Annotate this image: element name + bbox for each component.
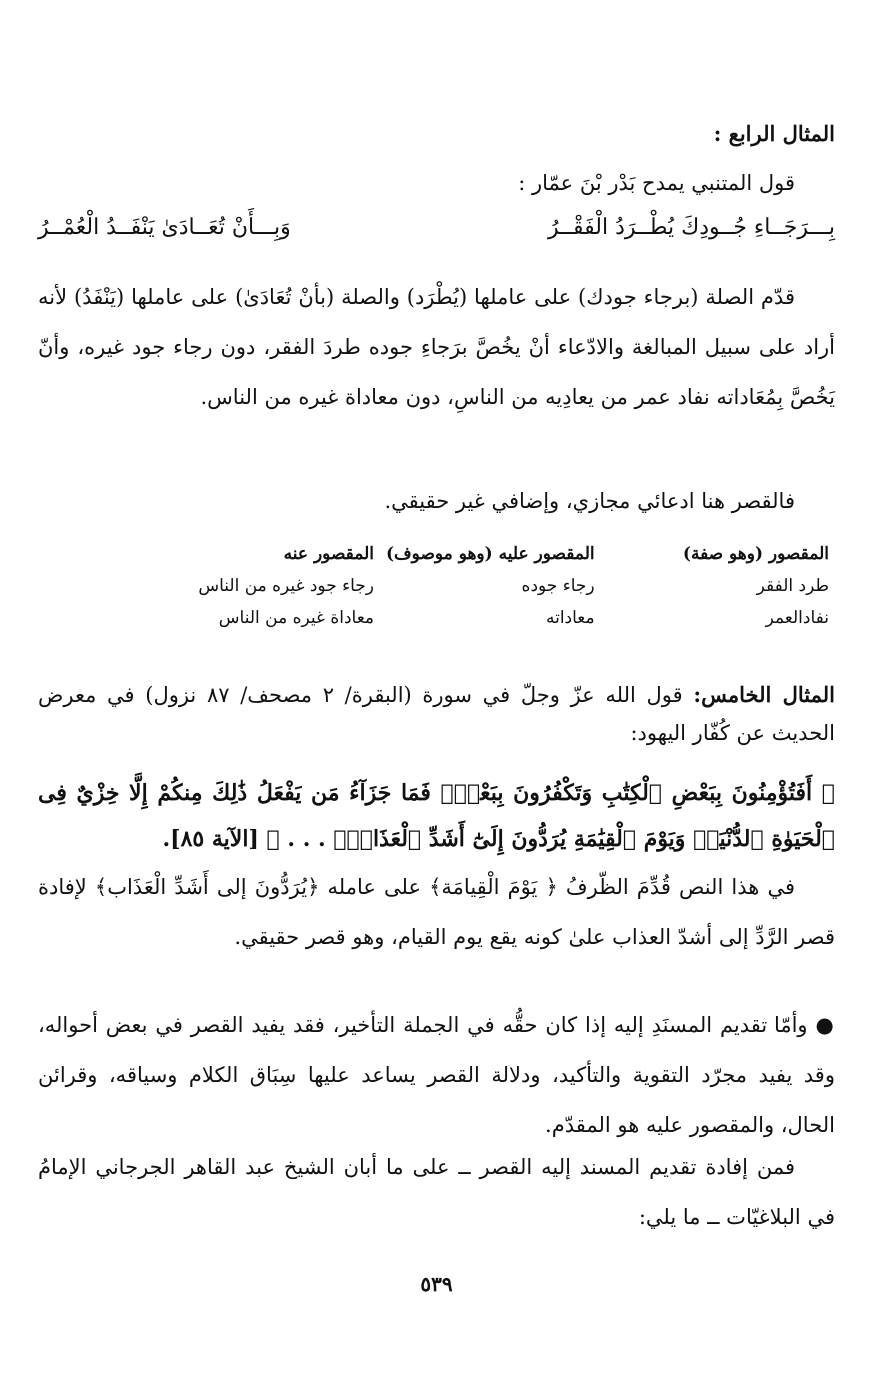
example5-explanation: في هذا النص قُدِّمَ الظّرفُ ﴿ يَوْمَ الْقِيامَة﴾ على عامله ﴿يُرَدُّونَ إلى أَشَدِّ الْعَذَاب﴾ لإفادة قصر الرَّدِّ إلى أشدّ العذاب علىٰ كونه يقع يوم القيام، وهو قصر حقيقي. [38, 875, 835, 949]
table-header: المقصور عليه (وهو موصوف) [386, 544, 595, 564]
table-cell: رجاء جوده [521, 576, 595, 596]
example4-heading: المثال الرابع : [713, 121, 835, 146]
example5-heading: المثال الخامس: [693, 682, 836, 707]
table-header: المقصور عنه [283, 544, 375, 564]
example4-conclusion: فالقصر هنا ادعائي مجازي، وإضافي غير حقيقي. [384, 489, 795, 513]
table-cell: معاداة غيره من الناس [218, 608, 375, 628]
example5-intro: قول الله عزّ وجلّ في سورة (البقرة/ ٢ مصحف/ ٨٧ نزول) في معرض الحديث عن كُفّار اليهود: [38, 683, 835, 745]
qasr-table [146, 538, 835, 634]
section-paragraph-1 [38, 1000, 835, 1150]
table-header-row [146, 538, 835, 570]
example4-intro: قول المتنبي يمدح بَدْر بْنَ عمّار : [518, 171, 795, 195]
table-cell: طرد الفقر [756, 576, 829, 596]
table-header: المقصور (وهو صفة) [682, 544, 829, 564]
section-paragraph-2: فمن إفادة تقديم المسند إليه القصر ــ على ما أبان الشيخ عبد القاهر الجرجاني الإمامُ في البلاغيّات ــ ما يلي: [38, 1155, 835, 1229]
paragraph-text: وأمّا تقديم المسنَدِ إليه إذا كان حقُّه في الجملة التأخير، فقد يفيد القصر في بعض أحواله، وقد يفيد مجرّد التقوية والتأكيد، ودلالة القصر يساعد عليها سِبَاق الكلام وسياقه، وقرائن الحال، والمقصور عليه هو المقدّم. [38, 1013, 835, 1137]
table-cell: نفادالعمر [765, 608, 829, 628]
example5-intro-block [38, 676, 835, 752]
verse-second-hemistich: وَبِـــأَنْ تُعَــادَىٰ يَنْفَــدُ الْعُمْــرُ [38, 215, 291, 240]
table-cell: رجاء جود غيره من الناس [198, 576, 375, 596]
table-row [146, 570, 835, 602]
verse-first-hemistich: بِـــرَجَــاءِ جُــودِكَ يُطْــرَدُ الْفَقْــرُ [548, 215, 835, 240]
example4-explanation: قدّم الصلة (برجاء جودك) على عاملها (يُطْرَد) والصلة (بأنْ تُعَادَىٰ) على عاملها (يَنْفَدُ) لأنه أراد على سبيل المبالغة والادّعاء أنْ يخُصَّ برَجاءِ جوده طردَ الفقر، دون رجاء جود غيره، وأنّ يَخُصَّ بِمُعَاداته نفاد عمر من يعادِيه من الناسِ، دون معاداة غيره من الناس. [38, 285, 835, 409]
quran-verse: ﴿ أَفَتُؤْمِنُونَ بِبَعْضِ ٱلْكِتَٰبِ وَتَكْفُرُونَ بِبَعْضٍۚ فَمَا جَزَآءُ مَن يَفْعَلُ ذَٰلِكَ مِنكُمْ إِلَّا خِزْيٌ فِى ٱلْحَيَوٰةِ ٱلدُّنْيَاۖ وَيَوْمَ ٱلْقِيَٰمَةِ يُرَدُّونَ إِلَىٰٓ أَشَدِّ ٱلْعَذَابِۗ . . . ﴾ [الآية ٨٥]. [38, 780, 835, 852]
table-row [146, 602, 835, 634]
poetry-verse [38, 215, 835, 240]
table-cell: معاداته [545, 608, 595, 628]
bullet-icon: ● [815, 1013, 835, 1037]
page-number: ٥٣٩ [420, 1272, 453, 1296]
